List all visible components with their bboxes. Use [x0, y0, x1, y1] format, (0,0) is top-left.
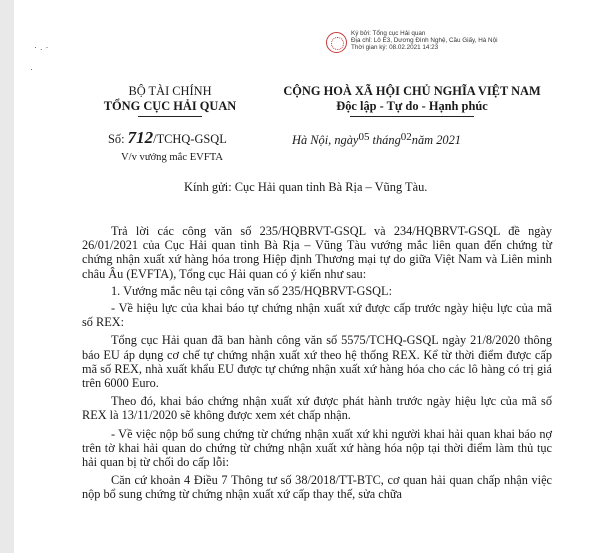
body-paragraph-7: Căn cứ khoản 4 Điều 7 Thông tư số 38/2018/TT-BTC, cơ quan hải quan chấp nhận việc nộp bổ sung chứng từ chứng nhận xuất xứ cấp thay thế, sửa chữa [82, 473, 552, 502]
body-paragraph-5: Theo đó, khai báo chứng nhận xuất xứ được phát hành trước ngày hiệu lực của mã số REX là 13/11/2020 sẽ không được xem xét chấp nhận. [82, 394, 552, 423]
scan-mark: ·.· [34, 42, 52, 52]
date-month-label: tháng [372, 133, 401, 147]
date-day: 05 [358, 131, 370, 143]
body-paragraph-6: - Về việc nộp bổ sung chứng từ chứng nhận xuất xứ khi người khai hải quan khai báo nợ trên tờ khai hải quan do chứng từ chứng nhận xuất xứ hàng hóa nộp tại thời điểm làm thủ tục hải quan bị từ chối do cấp lỗi: [82, 426, 552, 470]
body-paragraph-1: Trả lời các công văn số 235/HQBRVT-GSQL và 234/HQBRVT-GSQL đề ngày 26/01/2021 của Cục Hải quan tỉnh Bà Rịa – Vũng Tàu vướng mắc liên quan đến chứng từ chứng nhận xuất xứ hàng hóa trong Hiệp định Thương mại tự do giữa Việt Nam và Liên minh châu Âu (EVFTA), Tổng cục Hải quan có ý kiến như sau: [82, 224, 552, 281]
document-page [14, 0, 597, 553]
so-label: Số: [108, 132, 125, 146]
signature-info [351, 30, 497, 52]
motto-underline [350, 116, 474, 117]
country-name: CỘNG HOÀ XÃ HỘI CHỦ NGHĨA VIỆT NAM [283, 84, 541, 98]
national-motto: Độc lập - Tự do - Hạnh phúc [336, 99, 488, 113]
signature-seal-icon [326, 32, 347, 53]
signature-signer: Ký bởi: Tổng cục Hải quan [351, 30, 426, 37]
recipient-line: Kính gửi: Cục Hải quan tỉnh Bà Rịa – Vũng Tàu. [184, 180, 428, 194]
date-prefix: Hà Nội, ngày [292, 133, 359, 147]
department-name: TỔNG CỤC HẢI QUAN [103, 99, 237, 113]
body-paragraph-2: 1. Vướng mắc nêu tại công văn số 235/HQBRVT-GSQL: [111, 283, 392, 298]
body-paragraph-4: Tổng cục Hải quan đã ban hành công văn số 5575/TCHQ-GSQL ngày 21/8/2020 thông báo EU áp dụng cơ chế tự chứng nhận xuất xứ theo hệ thống REX. Kể từ thời điểm được cấp mã số REX, nhà xuất khẩu EU được tự chứng nhận xuất xứ hàng hóa cho các lô hàng có trị giá trên 6000 Euro. [82, 333, 552, 391]
document-subject: V/v vướng mắc EVFTA [121, 152, 224, 163]
document-body [82, 224, 552, 502]
date-year: năm 2021 [411, 133, 461, 147]
body-paragraph-3: - Về hiệu lực của khai báo tự chứng nhận xuất xứ được cấp trước ngày hiệu lực của mã số REX: [82, 301, 552, 330]
document-date [292, 133, 461, 148]
so-number: 712 [127, 128, 154, 147]
ministry-name: BỘ TÀI CHÍNH [128, 84, 212, 98]
department-underline [138, 116, 202, 117]
date-month: 02 [400, 131, 412, 143]
signature-time: Thời gian ký: 08.02.2021 14:23 [351, 44, 439, 52]
scan-mark: · [30, 64, 36, 74]
document-number [108, 128, 227, 148]
so-suffix: /TCHQ-GSQL [153, 132, 227, 146]
signature-address: Địa chỉ: Lô E3, Dương Đình Nghệ, Cầu Giấy, Hà Nội [351, 37, 498, 45]
